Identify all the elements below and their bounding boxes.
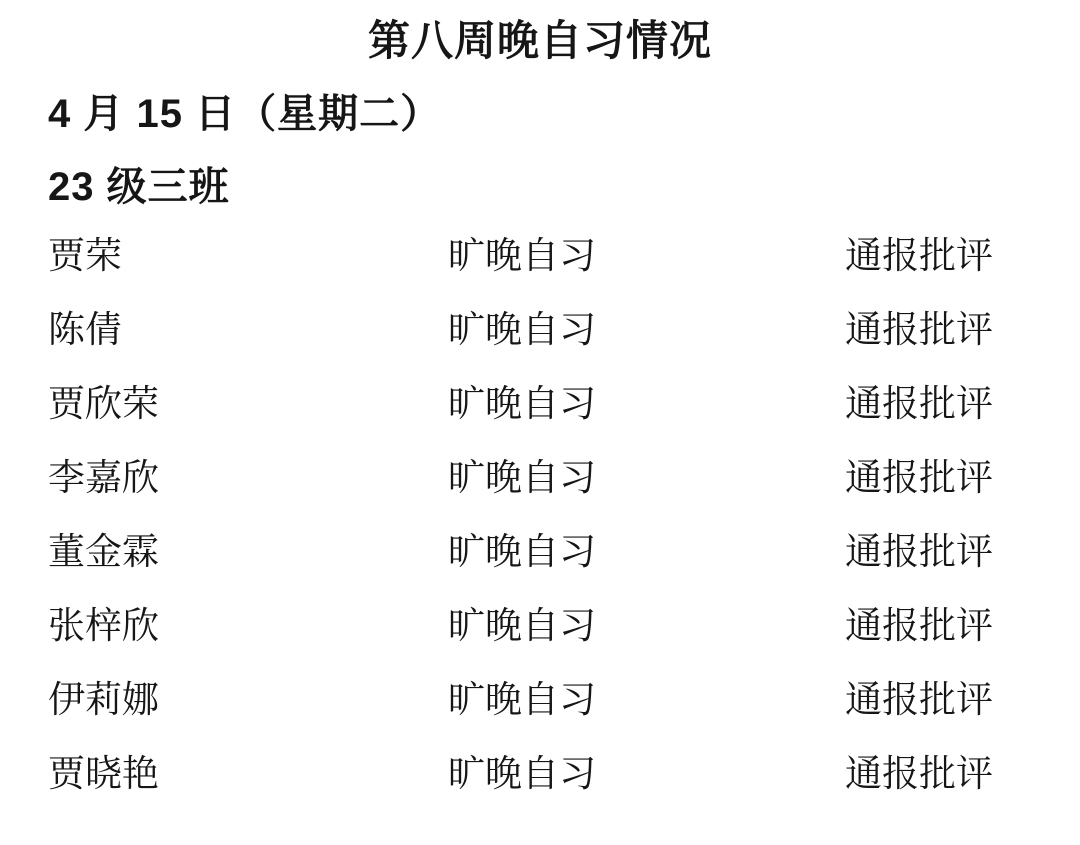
violation-label: 旷晚自习 <box>448 457 596 498</box>
action-label: 通报批评 <box>845 753 993 794</box>
page-title: 第八周晚自习情况 <box>367 17 712 64</box>
attendance-row <box>48 677 1080 751</box>
action-label: 通报批评 <box>845 383 993 424</box>
violation-label: 旷晚自习 <box>448 309 596 350</box>
date-heading: 4 月 15 日（星期二） <box>48 92 442 136</box>
action-label: 通报批评 <box>845 457 993 498</box>
action-label: 通报批评 <box>845 309 993 350</box>
violation-label: 旷晚自习 <box>448 679 596 720</box>
student-name: 贾荣 <box>48 235 122 276</box>
student-name: 贾晓艳 <box>48 753 159 794</box>
action-label: 通报批评 <box>845 235 993 276</box>
student-name: 董金霖 <box>48 531 159 572</box>
violation-label: 旷晚自习 <box>448 531 596 572</box>
attendance-row <box>48 381 1080 455</box>
violation-label: 旷晚自习 <box>448 235 596 276</box>
student-name: 李嘉欣 <box>48 457 159 498</box>
student-name: 陈倩 <box>48 309 122 350</box>
violation-label: 旷晚自习 <box>448 753 596 794</box>
student-name: 伊莉娜 <box>48 679 159 720</box>
action-label: 通报批评 <box>845 531 993 572</box>
class-heading: 23 级三班 <box>48 165 230 209</box>
student-name: 贾欣荣 <box>48 383 159 424</box>
attendance-row <box>48 307 1080 381</box>
attendance-row <box>48 233 1080 307</box>
action-label: 通报批评 <box>845 605 993 646</box>
attendance-row <box>48 455 1080 529</box>
attendance-row <box>48 603 1080 677</box>
action-label: 通报批评 <box>845 679 993 720</box>
violation-label: 旷晚自习 <box>448 605 596 646</box>
student-name: 张梓欣 <box>48 605 159 646</box>
attendance-row <box>48 529 1080 603</box>
attendance-list <box>48 233 1080 825</box>
violation-label: 旷晚自习 <box>448 383 596 424</box>
attendance-row <box>48 751 1080 825</box>
